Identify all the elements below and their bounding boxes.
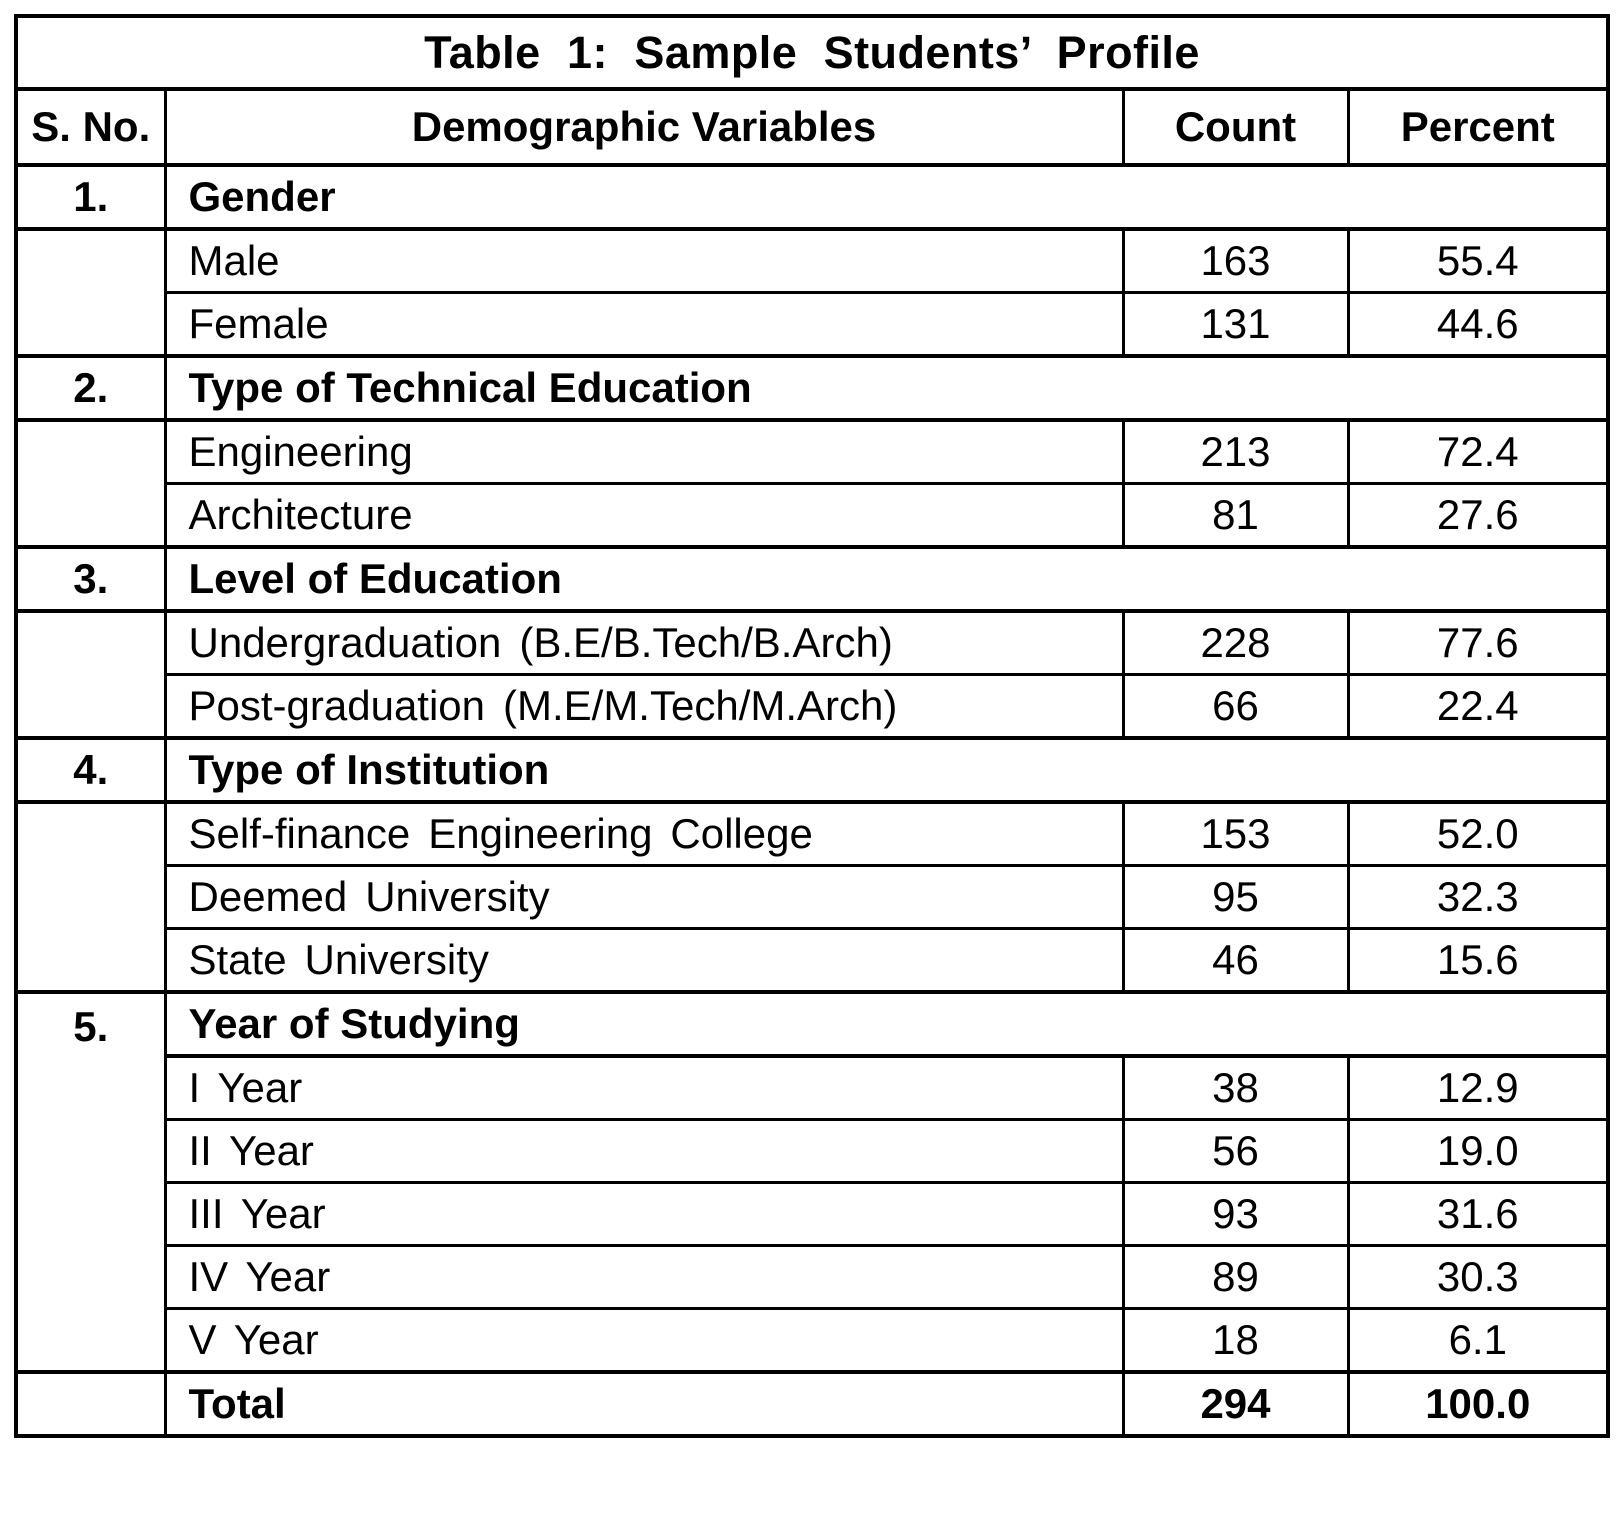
section-row-gender [16, 165, 1608, 229]
count-cell: 66 [1123, 675, 1348, 739]
section-label: Year of Studying [165, 992, 1608, 1056]
count-cell: 89 [1123, 1246, 1348, 1309]
variable-cell: II Year [165, 1120, 1123, 1183]
count-cell: 153 [1123, 802, 1348, 866]
table-row [16, 1246, 1608, 1309]
count-cell: 93 [1123, 1183, 1348, 1246]
section-row-level-of-education [16, 547, 1608, 611]
percent-cell: 27.6 [1348, 484, 1608, 548]
section-row-year-of-studying [16, 992, 1608, 1056]
count-cell: 38 [1123, 1056, 1348, 1120]
table-title: Table 1: Sample Students’ Profile [16, 16, 1608, 89]
section-label: Type of Institution [165, 738, 1608, 802]
col-header-percent: Percent [1348, 89, 1608, 165]
count-cell: 46 [1123, 929, 1348, 993]
count-cell: 18 [1123, 1309, 1348, 1373]
table-row [16, 484, 1608, 548]
percent-cell: 55.4 [1348, 229, 1608, 293]
percent-cell: 15.6 [1348, 929, 1608, 993]
total-label: Total [165, 1372, 1123, 1436]
count-cell: 213 [1123, 420, 1348, 484]
variable-cell: Undergraduation (B.E/B.Tech/B.Arch) [165, 611, 1123, 675]
variable-cell: Post-graduation (M.E/M.Tech/M.Arch) [165, 675, 1123, 739]
variable-cell: IV Year [165, 1246, 1123, 1309]
percent-cell: 44.6 [1348, 293, 1608, 357]
count-cell: 228 [1123, 611, 1348, 675]
sno-spacer-cell [16, 1372, 165, 1436]
variable-cell: Architecture [165, 484, 1123, 548]
variable-cell: Self-finance Engineering College [165, 802, 1123, 866]
percent-cell: 31.6 [1348, 1183, 1608, 1246]
table-row [16, 420, 1608, 484]
section-number: 5. [16, 992, 165, 1372]
total-percent: 100.0 [1348, 1372, 1608, 1436]
section-label: Gender [165, 165, 1608, 229]
variable-cell: V Year [165, 1309, 1123, 1373]
sno-spacer-cell [16, 229, 165, 356]
section-row-technical-education [16, 356, 1608, 420]
table-row [16, 675, 1608, 739]
table-row [16, 1309, 1608, 1373]
sample-students-profile-table [14, 14, 1610, 1438]
col-header-count: Count [1123, 89, 1348, 165]
table-row [16, 1120, 1608, 1183]
variable-cell: III Year [165, 1183, 1123, 1246]
variable-cell: Female [165, 293, 1123, 357]
count-cell: 163 [1123, 229, 1348, 293]
sno-spacer-cell [16, 611, 165, 738]
variable-cell: Deemed University [165, 866, 1123, 929]
section-number: 2. [16, 356, 165, 420]
count-cell: 131 [1123, 293, 1348, 357]
table-row [16, 1183, 1608, 1246]
total-row [16, 1372, 1608, 1436]
table-row [16, 611, 1608, 675]
table-row [16, 866, 1608, 929]
percent-cell: 52.0 [1348, 802, 1608, 866]
section-label: Level of Education [165, 547, 1608, 611]
sno-spacer-cell [16, 802, 165, 992]
section-label: Type of Technical Education [165, 356, 1608, 420]
table-row [16, 1056, 1608, 1120]
percent-cell: 72.4 [1348, 420, 1608, 484]
section-number: 4. [16, 738, 165, 802]
count-cell: 81 [1123, 484, 1348, 548]
count-cell: 95 [1123, 866, 1348, 929]
section-number: 3. [16, 547, 165, 611]
table-row [16, 929, 1608, 993]
table-row [16, 293, 1608, 357]
variable-cell: I Year [165, 1056, 1123, 1120]
percent-cell: 22.4 [1348, 675, 1608, 739]
percent-cell: 30.3 [1348, 1246, 1608, 1309]
col-header-sno: S. No. [16, 89, 165, 165]
percent-cell: 77.6 [1348, 611, 1608, 675]
total-count: 294 [1123, 1372, 1348, 1436]
variable-cell: State University [165, 929, 1123, 993]
variable-cell: Engineering [165, 420, 1123, 484]
table-row [16, 802, 1608, 866]
column-header-row [16, 89, 1608, 165]
table-title-row [16, 16, 1608, 89]
percent-cell: 12.9 [1348, 1056, 1608, 1120]
table-row [16, 229, 1608, 293]
percent-cell: 32.3 [1348, 866, 1608, 929]
section-row-type-of-institution [16, 738, 1608, 802]
percent-cell: 6.1 [1348, 1309, 1608, 1373]
percent-cell: 19.0 [1348, 1120, 1608, 1183]
count-cell: 56 [1123, 1120, 1348, 1183]
sno-spacer-cell [16, 420, 165, 547]
section-number: 1. [16, 165, 165, 229]
col-header-variable: Demographic Variables [165, 89, 1123, 165]
variable-cell: Male [165, 229, 1123, 293]
